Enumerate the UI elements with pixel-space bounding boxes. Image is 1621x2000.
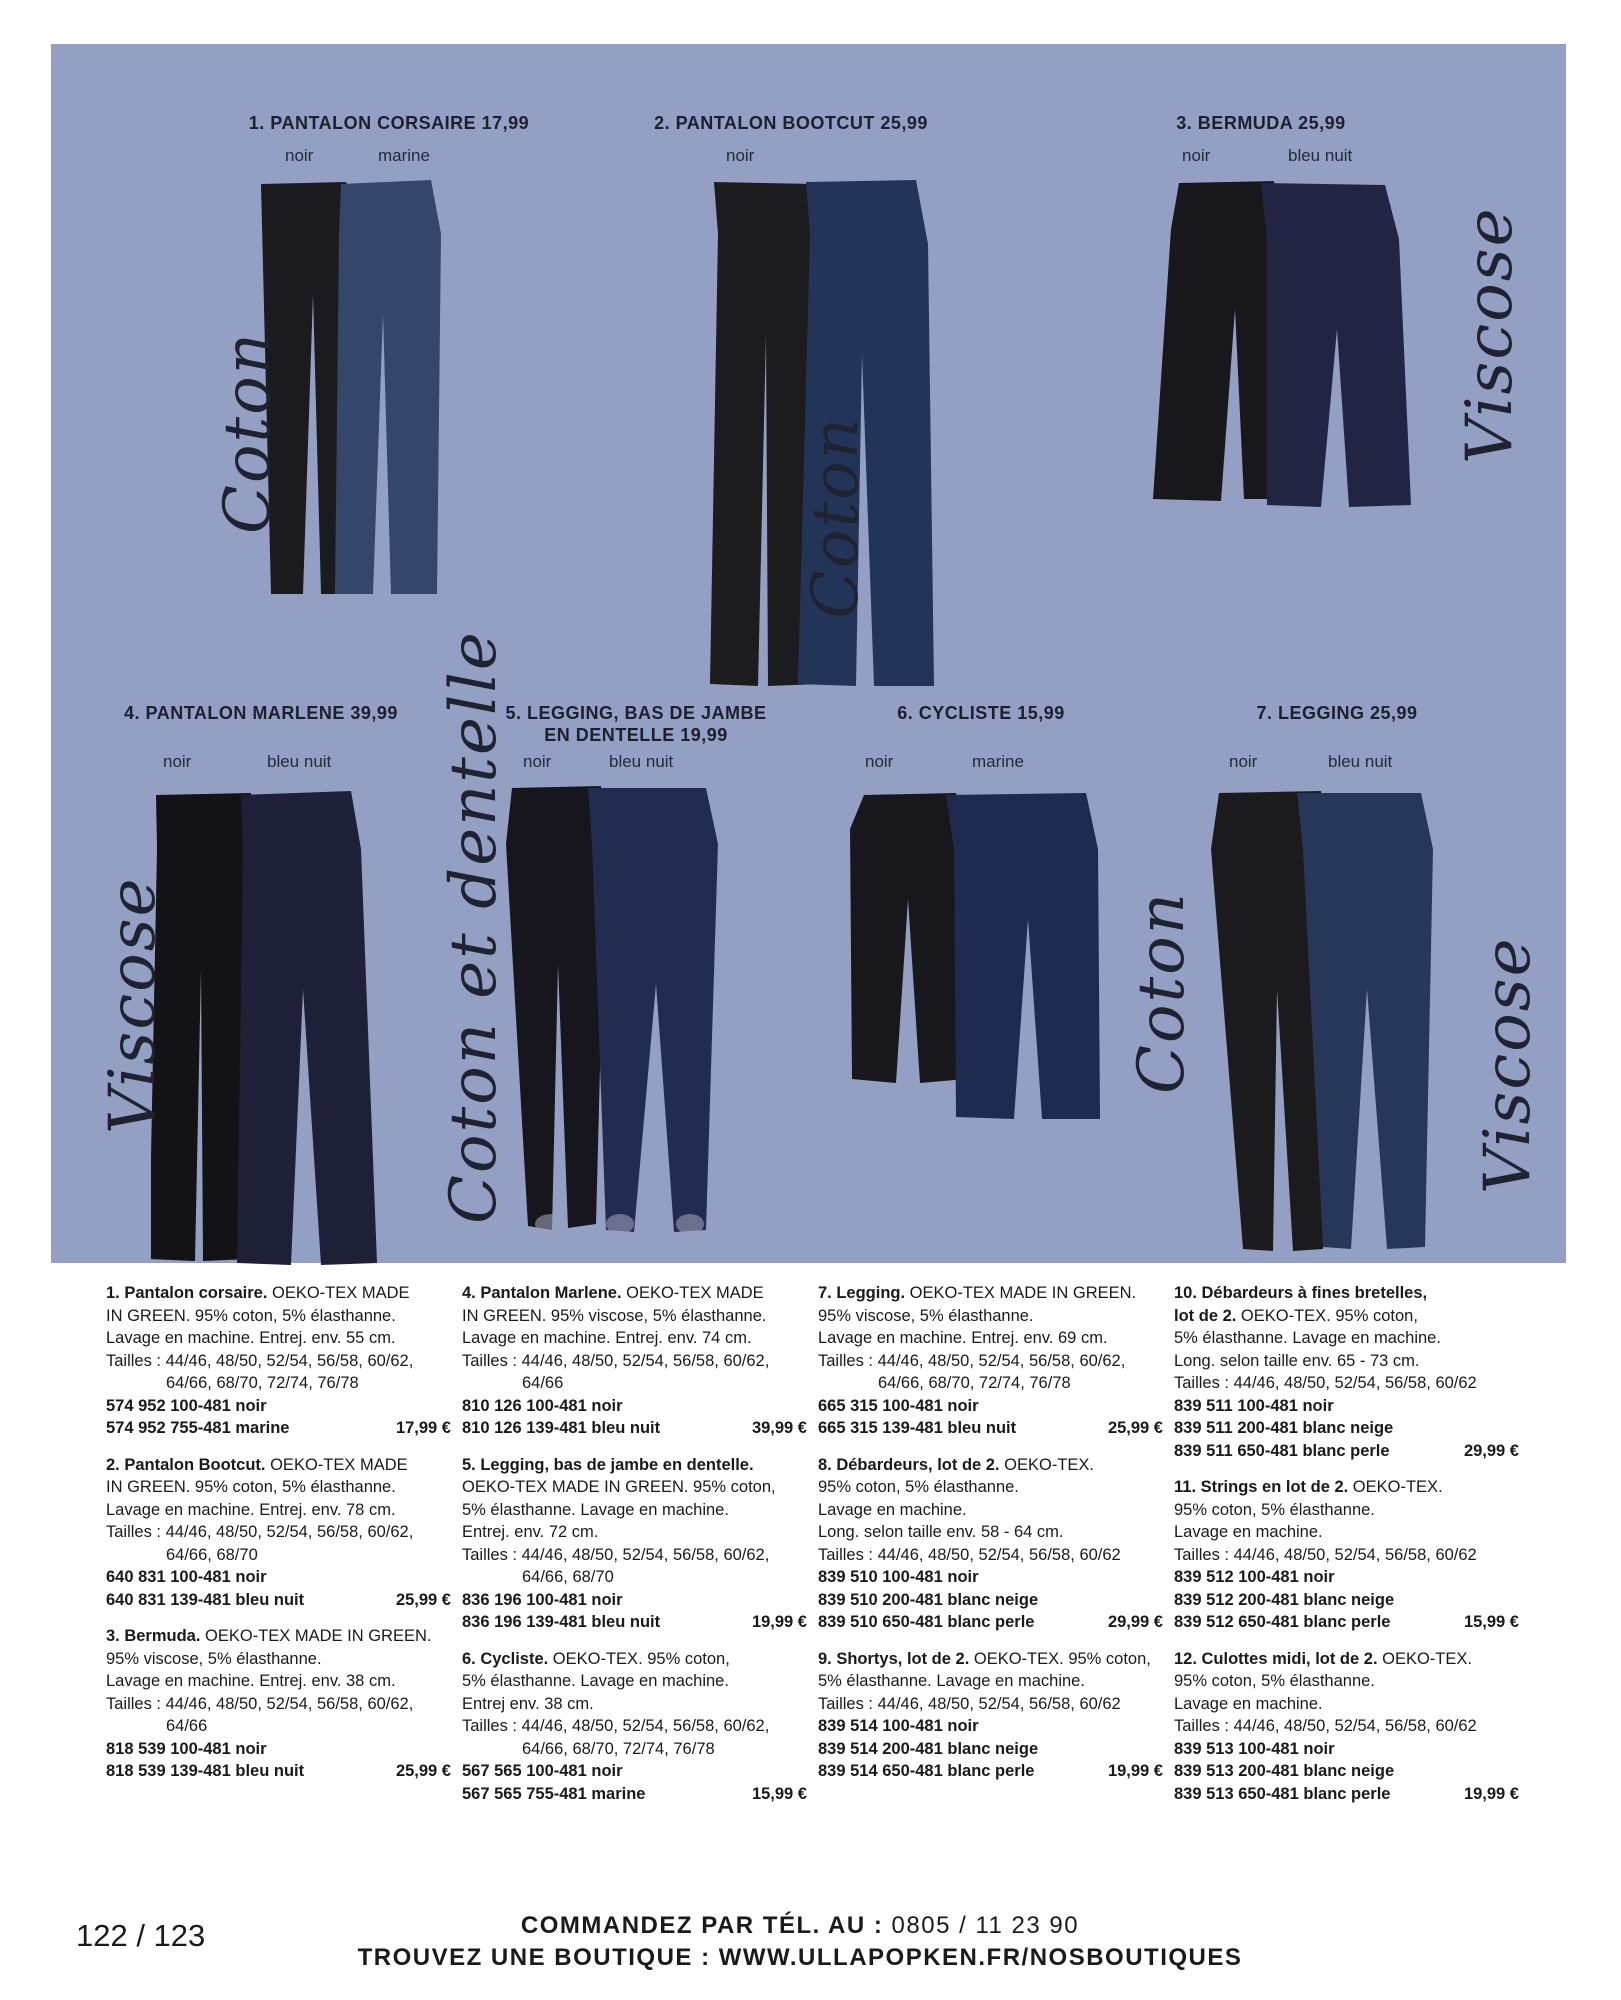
description-line: IN GREEN. 95% coton, 5% élasthanne.	[106, 1306, 396, 1325]
color-label: noir	[726, 146, 755, 165]
description-line: 95% viscose, 5% élasthanne.	[818, 1306, 1034, 1325]
sizes-continued: 64/66, 68/70, 72/74, 76/78	[166, 1374, 359, 1392]
order-footer	[300, 1910, 1300, 1974]
reference-row	[106, 1738, 451, 1761]
corsaire-pants-image	[251, 174, 541, 594]
description-line: OEKO-TEX. 95% coton,	[1236, 1306, 1418, 1325]
description-column-1	[106, 1282, 451, 1797]
description-line: Lavage en machine. Entrej. env. 55 cm.	[106, 1329, 396, 1347]
product-name: 2. Pantalon Bootcut.	[106, 1455, 266, 1474]
price: 25,99 €	[395, 1762, 451, 1780]
price: 15,99 €	[751, 1784, 807, 1803]
reference-code: 839 512 100-481 noir	[1174, 1568, 1335, 1586]
product-description	[462, 1454, 807, 1634]
color-label: noir	[163, 752, 192, 771]
product-title: 5. LEGGING, BAS DE JAMBE	[505, 703, 767, 723]
reference-row	[1174, 1738, 1519, 1761]
price: 17,99 €	[395, 1419, 451, 1437]
product-title: 2. PANTALON BOOTCUT 25,99	[654, 113, 928, 133]
description-column-3	[818, 1282, 1163, 1797]
product-name: 1. Pantalon corsaire.	[106, 1284, 268, 1302]
reference-row	[106, 1589, 451, 1612]
product-description	[106, 1454, 451, 1612]
description-line: OEKO-TEX.	[999, 1455, 1094, 1474]
reference-row	[106, 1566, 451, 1589]
color-label: marine	[378, 146, 430, 165]
bermuda-image	[1149, 179, 1449, 559]
description-column-4	[1174, 1282, 1519, 1819]
reference-row	[462, 1611, 807, 1634]
sizes-continued: 64/66, 68/70	[522, 1568, 614, 1586]
description-line: Tailles : 44/46, 48/50, 52/54, 56/58, 60/62,	[462, 1545, 770, 1564]
fabric-label: Coton	[1125, 891, 1199, 1094]
description-line: OEKO-TEX.	[1348, 1478, 1443, 1496]
description-line: Tailles : 44/46, 48/50, 52/54, 56/58, 60/62,	[106, 1351, 414, 1370]
price: 25,99 €	[395, 1590, 451, 1609]
description-line: Lavage en machine. Entrej. env. 69 cm.	[818, 1329, 1108, 1347]
reference-row	[462, 1783, 807, 1806]
description-line: OEKO-TEX MADE	[621, 1284, 764, 1302]
fabric-label: Viscose	[1453, 206, 1527, 464]
description-line: OEKO-TEX MADE IN GREEN. 95% coton,	[462, 1478, 776, 1496]
description-line: 5% élasthanne. Lavage en machine.	[462, 1500, 729, 1519]
color-label: marine	[972, 752, 1024, 771]
description-line: 95% coton, 5% élasthanne.	[1174, 1672, 1375, 1690]
reference-row	[818, 1589, 1163, 1612]
reference-row	[1174, 1589, 1519, 1612]
color-label: bleu nuit	[1328, 752, 1393, 771]
reference-code: 839 514 100-481 noir	[818, 1717, 979, 1735]
reference-code: 567 565 755-481 marine	[462, 1784, 646, 1803]
fabric-label: Viscose	[96, 876, 170, 1134]
reference-row	[462, 1395, 807, 1418]
order-phone-number: 0805 / 11 23 90	[891, 1912, 1080, 1939]
description-line: 5% élasthanne. Lavage en machine.	[462, 1672, 729, 1690]
description-line: 5% élasthanne. Lavage en machine.	[1174, 1329, 1441, 1347]
reference-code: 839 512 650-481 blanc perle	[1174, 1613, 1391, 1631]
description-line: OEKO-TEX MADE IN GREEN.	[905, 1284, 1137, 1302]
price: 39,99 €	[751, 1419, 807, 1437]
reference-code: 839 513 650-481 blanc perle	[1174, 1784, 1391, 1803]
sizes-continued: 64/66, 68/70	[166, 1545, 258, 1564]
fabric-label: Coton	[211, 331, 285, 534]
price: 29,99 €	[1463, 1441, 1519, 1460]
description-line: Tailles : 44/46, 48/50, 52/54, 56/58, 60/62,	[462, 1717, 770, 1735]
store-locator-url: TROUVEZ UNE BOUTIQUE : WWW.ULLAPOPKEN.FR/NOSBOUTIQUES	[357, 1944, 1243, 1971]
reference-code: 839 511 200-481 blanc neige	[1174, 1419, 1394, 1437]
color-label: noir	[523, 752, 552, 771]
order-phone-label: COMMANDEZ PAR TÉL. AU :	[520, 1912, 892, 1939]
color-label: noir	[1229, 752, 1258, 771]
description-line: 95% viscose, 5% élasthanne.	[106, 1649, 322, 1668]
reference-code: 574 952 100-481 noir	[106, 1396, 267, 1415]
reference-code: 839 513 200-481 blanc neige	[1174, 1762, 1395, 1780]
reference-code: 839 513 100-481 noir	[1174, 1739, 1335, 1758]
description-line: Long. selon taille env. 65 - 73 cm.	[1174, 1351, 1420, 1370]
description-line: Tailles : 44/46, 48/50, 52/54, 56/58, 60/62,	[818, 1351, 1126, 1370]
color-label: bleu nuit	[609, 752, 674, 771]
product-description	[106, 1282, 451, 1440]
reference-row	[462, 1589, 807, 1612]
price: 19,99 €	[1107, 1762, 1163, 1780]
product-title: 7. LEGGING 25,99	[1256, 703, 1418, 723]
reference-code: 818 539 139-481 bleu nuit	[106, 1762, 305, 1780]
product-title: 4. PANTALON MARLENE 39,99	[124, 703, 398, 723]
reference-row	[1174, 1760, 1519, 1783]
sizes-continued: 64/66, 68/70, 72/74, 76/78	[522, 1739, 715, 1758]
reference-row	[818, 1715, 1163, 1738]
reference-row	[106, 1395, 451, 1418]
product-title: 1. PANTALON CORSAIRE 17,99	[248, 113, 530, 133]
reference-code: 567 565 100-481 noir	[462, 1762, 623, 1780]
description-line: 5% élasthanne. Lavage en machine.	[818, 1672, 1085, 1690]
reference-code: 839 514 200-481 blanc neige	[818, 1739, 1039, 1758]
description-line: Tailles : 44/46, 48/50, 52/54, 56/58, 60/62,	[106, 1694, 414, 1713]
page-number: 122 / 123	[76, 1918, 206, 1953]
fabric-label: Coton et dentelle	[437, 630, 511, 1224]
description-line: Entrej env. 38 cm.	[462, 1694, 594, 1713]
reference-row	[462, 1760, 807, 1783]
product-description	[1174, 1282, 1519, 1462]
reference-row	[1174, 1611, 1519, 1634]
reference-code: 839 514 650-481 blanc perle	[818, 1762, 1035, 1780]
description-line: OEKO-TEX MADE	[265, 1455, 408, 1474]
product-description	[462, 1282, 807, 1440]
product-photo-panel	[51, 44, 1566, 1263]
description-line: Tailles : 44/46, 48/50, 52/54, 56/58, 60/62	[818, 1545, 1121, 1564]
description-line: Lavage en machine. Entrej. env. 38 cm.	[106, 1672, 396, 1690]
description-line: Lavage en machine.	[818, 1500, 967, 1519]
reference-code: 665 315 139-481 bleu nuit	[818, 1419, 1017, 1437]
product-name: 12. Culottes midi, lot de 2.	[1174, 1649, 1378, 1668]
color-label: noir	[285, 146, 314, 165]
description-column-2	[462, 1282, 807, 1819]
description-line: OEKO-TEX MADE IN GREEN.	[200, 1627, 432, 1645]
description-line: 95% coton, 5% élasthanne.	[818, 1478, 1019, 1496]
description-line: OEKO-TEX. 95% coton,	[969, 1649, 1151, 1668]
reference-row	[106, 1417, 451, 1440]
marlene-pants-image	[151, 789, 431, 1269]
product-name: 3. Bermuda.	[106, 1627, 201, 1645]
product-title: 3. BERMUDA 25,99	[1176, 113, 1346, 133]
sizes-continued: 64/66, 68/70, 72/74, 76/78	[878, 1374, 1071, 1392]
reference-code: 836 196 100-481 noir	[462, 1590, 623, 1609]
description-line: Tailles : 44/46, 48/50, 52/54, 56/58, 60/62,	[106, 1523, 414, 1541]
reference-row	[106, 1760, 451, 1783]
reference-row	[1174, 1395, 1519, 1418]
reference-row	[462, 1417, 807, 1440]
product-name: 6. Cycliste.	[462, 1649, 549, 1668]
product-name: 9. Shortys, lot de 2.	[818, 1649, 970, 1668]
product-description	[818, 1648, 1163, 1783]
reference-code: 839 511 650-481 blanc perle	[1174, 1441, 1390, 1460]
description-line: 95% coton, 5% élasthanne.	[1174, 1500, 1375, 1519]
product-title-line2: EN DENTELLE 19,99	[544, 725, 728, 745]
color-label: noir	[865, 752, 894, 771]
product-name-cont: lot de 2.	[1174, 1306, 1237, 1325]
reference-row	[818, 1566, 1163, 1589]
description-line: IN GREEN. 95% coton, 5% élasthanne.	[106, 1478, 396, 1496]
reference-code: 640 831 139-481 bleu nuit	[106, 1590, 305, 1609]
reference-row	[818, 1760, 1163, 1783]
reference-row	[1174, 1417, 1519, 1440]
description-line: Tailles : 44/46, 48/50, 52/54, 56/58, 60/62,	[462, 1351, 770, 1370]
price: 15,99 €	[1463, 1613, 1519, 1631]
reference-code: 839 511 100-481 noir	[1174, 1396, 1334, 1415]
description-line: Tailles : 44/46, 48/50, 52/54, 56/58, 60/62	[1174, 1545, 1477, 1564]
product-description	[1174, 1648, 1519, 1806]
description-line: Lavage en machine.	[1174, 1694, 1323, 1713]
description-line: Tailles : 44/46, 48/50, 52/54, 56/58, 60/62	[1174, 1717, 1477, 1735]
description-line: Lavage en machine. Entrej. env. 74 cm.	[462, 1329, 752, 1347]
product-description	[818, 1282, 1163, 1440]
product-name: 7. Legging.	[818, 1284, 906, 1302]
description-line: OEKO-TEX. 95% coton,	[548, 1649, 730, 1668]
reference-code: 836 196 139-481 bleu nuit	[462, 1613, 661, 1631]
product-name: 8. Débardeurs, lot de 2.	[818, 1455, 1000, 1474]
description-line: OEKO-TEX.	[1377, 1649, 1472, 1668]
product-description	[818, 1454, 1163, 1634]
viscose-legging-image	[1211, 789, 1491, 1309]
sizes-continued: 64/66	[522, 1374, 564, 1392]
reference-row	[818, 1395, 1163, 1418]
product-name: 11. Strings en lot de 2.	[1174, 1478, 1349, 1496]
price: 25,99 €	[1107, 1419, 1163, 1437]
reference-code: 839 512 200-481 blanc neige	[1174, 1590, 1395, 1609]
reference-code: 810 126 139-481 bleu nuit	[462, 1419, 661, 1437]
reference-row	[818, 1611, 1163, 1634]
description-line: Long. selon taille env. 58 - 64 cm.	[818, 1523, 1064, 1541]
fabric-label: Viscose	[1471, 936, 1545, 1194]
reference-code: 818 539 100-481 noir	[106, 1739, 267, 1758]
reference-code: 839 510 650-481 blanc perle	[818, 1613, 1035, 1631]
product-name: 5. Legging, bas de jambe en dentelle.	[462, 1455, 754, 1474]
description-line: OEKO-TEX MADE	[267, 1284, 410, 1302]
description-line: Lavage en machine. Entrej. env. 78 cm.	[106, 1500, 396, 1519]
description-line: Tailles : 44/46, 48/50, 52/54, 56/58, 60/62	[818, 1694, 1121, 1713]
product-name: 4. Pantalon Marlene.	[462, 1284, 622, 1302]
reference-code: 640 831 100-481 noir	[106, 1568, 267, 1586]
product-description	[1174, 1476, 1519, 1634]
product-description	[462, 1648, 807, 1806]
product-title: 6. CYCLISTE 15,99	[897, 703, 1065, 723]
fabric-label: Coton	[799, 416, 873, 619]
description-line: Lavage en machine.	[1174, 1523, 1323, 1541]
description-line: IN GREEN. 95% viscose, 5% élasthanne.	[462, 1306, 767, 1325]
color-label: bleu nuit	[1288, 146, 1353, 165]
reference-row	[1174, 1440, 1519, 1463]
color-label: bleu nuit	[267, 752, 332, 771]
reference-row	[1174, 1566, 1519, 1589]
price: 29,99 €	[1107, 1613, 1163, 1631]
lace-legging-image	[506, 784, 766, 1264]
product-name: 10. Débardeurs à fines bretelles,	[1174, 1284, 1428, 1302]
product-description	[106, 1625, 451, 1783]
description-line: Tailles : 44/46, 48/50, 52/54, 56/58, 60/62	[1174, 1374, 1477, 1392]
reference-code: 810 126 100-481 noir	[462, 1396, 623, 1415]
reference-code: 839 510 100-481 noir	[818, 1568, 979, 1586]
price: 19,99 €	[1463, 1784, 1519, 1803]
color-label: noir	[1182, 146, 1211, 165]
reference-code: 839 510 200-481 blanc neige	[818, 1590, 1039, 1609]
description-line: Entrej. env. 72 cm.	[462, 1523, 599, 1541]
reference-row	[818, 1738, 1163, 1761]
price: 19,99 €	[751, 1613, 807, 1631]
reference-code: 665 315 100-481 noir	[818, 1396, 979, 1415]
reference-row	[1174, 1783, 1519, 1806]
reference-code: 574 952 755-481 marine	[106, 1419, 290, 1437]
sizes-continued: 64/66	[166, 1717, 208, 1735]
reference-row	[818, 1417, 1163, 1440]
